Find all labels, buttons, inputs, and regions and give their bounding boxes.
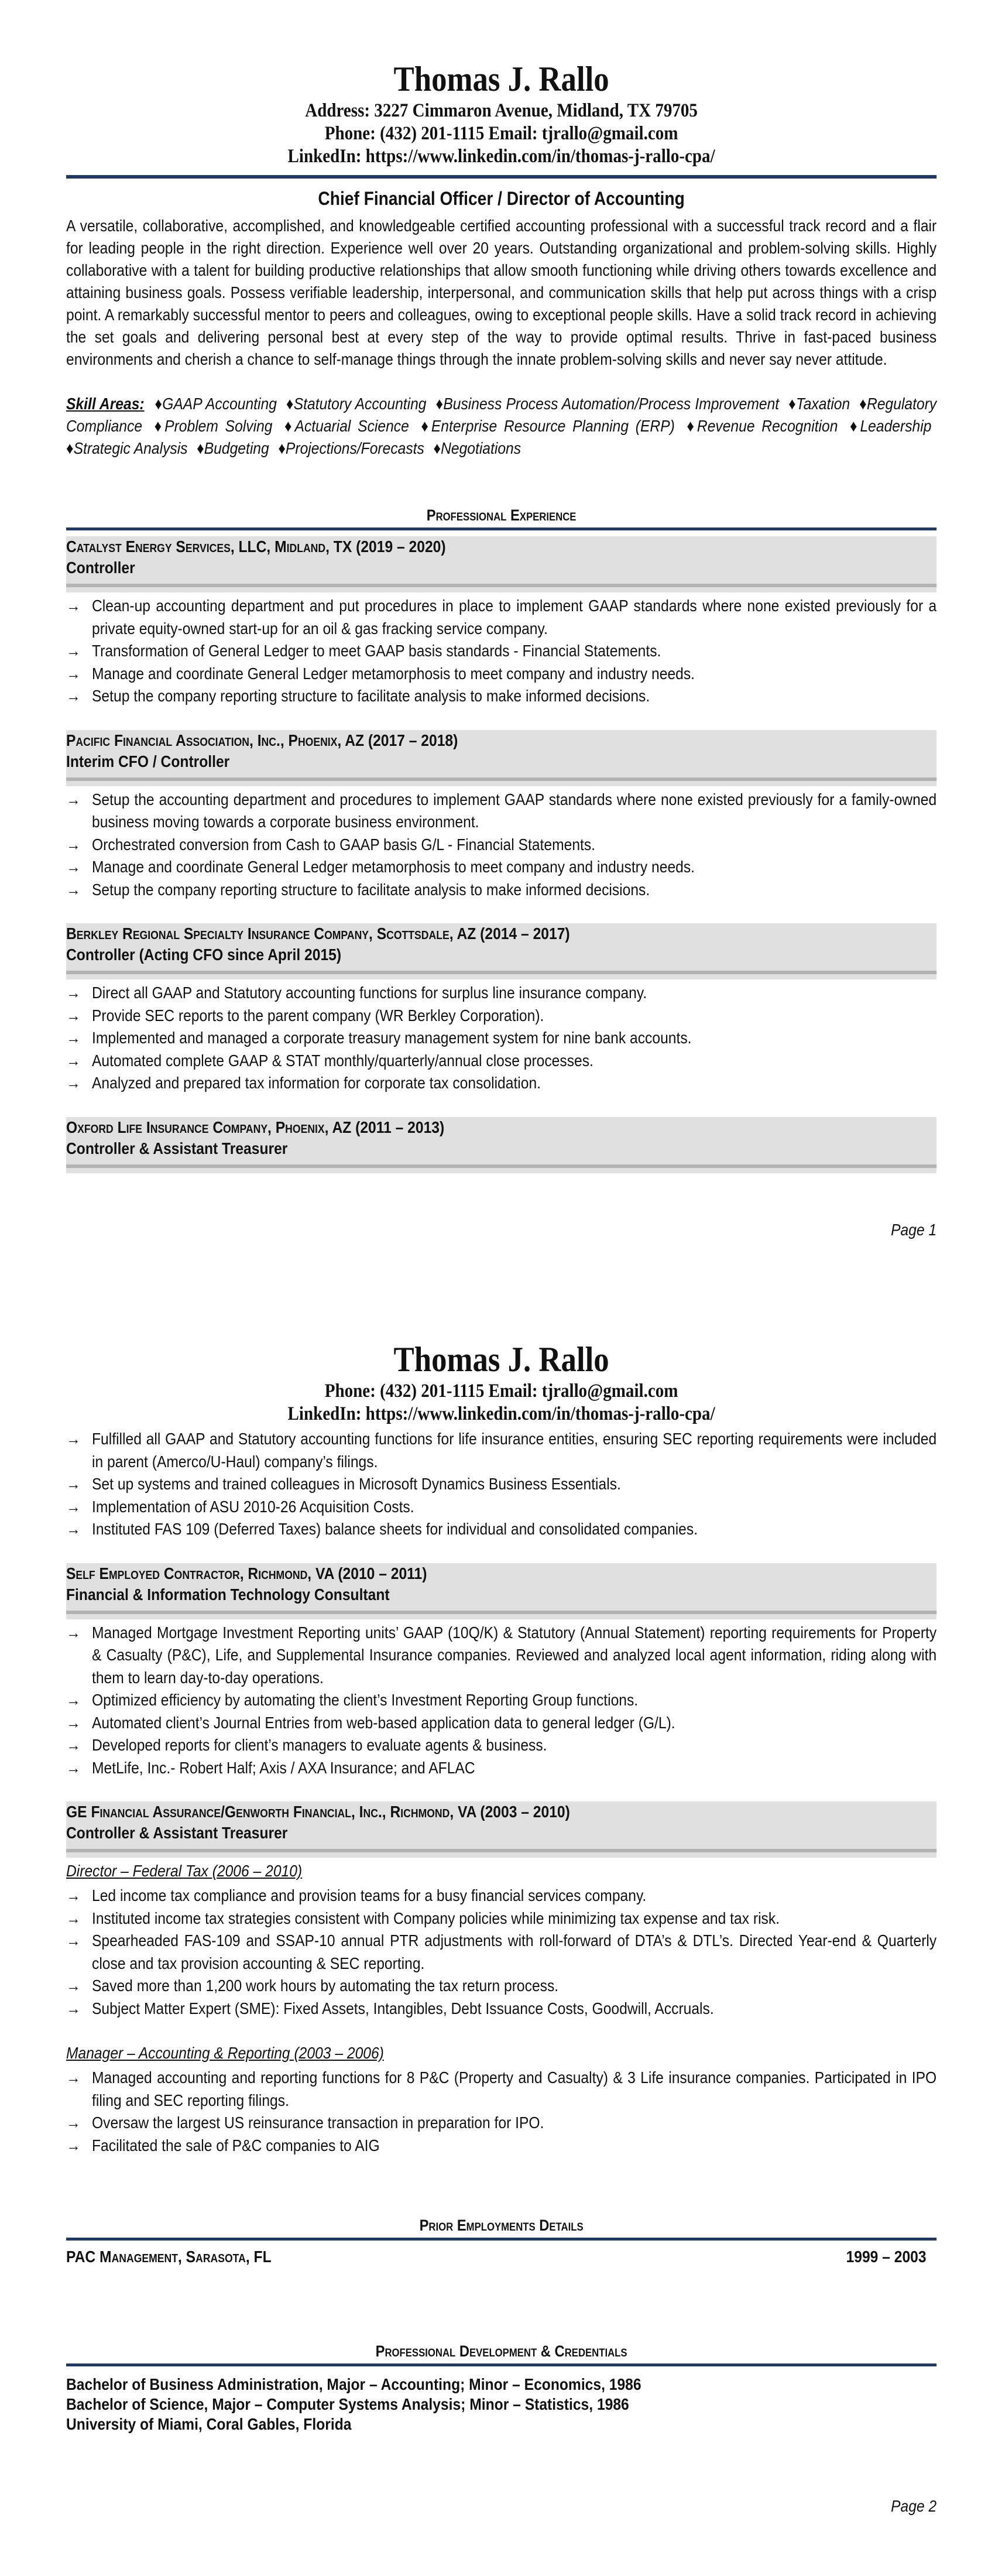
bullet-item [66,685,936,708]
arrow-icon: → [66,2068,81,2087]
section-heading-prior: Prior Employments Details [419,2217,584,2234]
resume-page-1 [66,0,936,1265]
summary-paragraph: A versatile, collaborative, accomplished, and knowledgeable certified accounting professional with a successful track record and a flair for leading people in the right direction. Experience well over 20 years. Outstanding organizational and problem-solving skills. Highly collaborative with a talent for building productive relationships that allow smooth functioning while driving others towards excellence and attaining business goals. Possess verifiable leadership, interpersonal, and communication skills that help put across things with a crisp point. A remarkably successful mentor to peers and colleagues, owing to exceptional people skills. Have a solid track record in achieving the set goals and delivering personal best at every step of the way to provide optimal results. Thrive in fast-paced business environments and cherish a chance to self-manage things through the innate problem-solving skills and never say never attitude. [66,217,937,368]
page-number: Page 1 [891,1221,937,1239]
arrow-icon: → [66,1430,81,1448]
skill-item [284,417,409,435]
diamond-bullet-icon: ♦ [66,439,74,457]
subrole-bullets [66,1885,936,2020]
job-header [66,923,936,979]
bullet-item [66,982,936,1005]
bullet-item [66,640,936,663]
bullet-text: Automated client’s Journal Entries from web-based application data to general ledger (G/L). [92,1713,675,1732]
skill-label: Leadership [860,417,932,435]
diamond-bullet-icon: ♦ [435,395,444,413]
bullet-text: Setup the company reporting structure to facilitate analysis to make informed decisions. [92,880,650,899]
diamond-bullet-icon: ♦ [155,395,163,413]
prior-company: PAC Management, Sarasota, FL [66,2248,272,2266]
arrow-icon: → [66,1758,81,1777]
arrow-icon: → [66,835,81,854]
bullet-item [66,595,936,640]
bullet-item [66,1734,936,1757]
section-heading-development: Professional Development & Credentials [375,2342,627,2360]
education-item: Bachelor of Business Administration, Major – Accounting; Minor – Economics, 1986 [66,2375,641,2393]
bullet-item [66,1712,936,1735]
arrow-icon: → [66,1931,81,1950]
arrow-icon: → [66,1736,81,1754]
skill-label: Revenue Recognition [696,417,838,435]
experience-list [66,1563,936,2157]
diamond-bullet-icon: ♦ [849,417,860,435]
page-number: Page 2 [891,2497,937,2515]
skill-label: Regulatory Compliance [66,395,937,435]
bullet-item [66,1975,936,1998]
section-divider [66,2363,936,2366]
diamond-bullet-icon: ♦ [687,417,697,435]
job-role: Controller [66,559,135,577]
bullet-text: Automated complete GAAP & STAT monthly/quarterly/annual close processes. [92,1051,593,1070]
skill-item [788,395,850,413]
diamond-bullet-icon: ♦ [278,439,286,457]
candidate-name: Thomas J. Rallo [393,60,609,98]
address: Address: 3227 Cimmaron Avenue, Midland, TX 79705 [305,100,698,121]
subrole-title: Director – Federal Tax (2006 – 2010) [66,1862,303,1880]
phone-email: Phone: (432) 201-1115 Email: tjrallo@gmail.com [324,1381,678,1402]
bullet-text: Led income tax compliance and provision teams for a busy financial services company. [92,1886,647,1904]
skill-item [687,417,838,435]
skill-label: Taxation [795,395,850,413]
bullet-text: Setup the accounting department and procedures to implement GAAP standards where none existed previously for a family-owned business moving towards a corporate business environment. [92,790,937,831]
bullet-text: Manage and coordinate General Ledger metamorphosis to meet company and industry needs. [92,858,695,876]
company-name: Berkley Regional Specialty Insurance Company, Scottsdale, AZ (2014 – 2017) [66,924,570,943]
bullet-item [66,2135,936,2157]
job-role: Financial & Information Technology Consultant [66,1585,390,1604]
skill-label: Enterprise Resource Planning (ERP) [431,417,675,435]
bullet-item [66,663,936,686]
skill-item [421,417,674,435]
arrow-icon: → [66,1999,81,2017]
bullet-item [66,1885,936,1907]
job-header-bar [66,1611,936,1614]
diamond-bullet-icon: ♦ [284,417,295,435]
bullet-text: Set up systems and trained colleagues in Microsoft Dynamics Business Essentials. [92,1475,621,1493]
bullet-item [66,834,936,857]
bullet-text: Analyzed and prepared tax information for corporate tax consolidation. [92,1074,541,1092]
bullet-text: Orchestrated conversion from Cash to GAAP basis G/L - Financial Statements. [92,835,596,854]
job-header-bar [66,971,936,974]
diamond-bullet-icon: ♦ [859,395,867,413]
arrow-icon: → [66,1497,81,1516]
linkedin-link[interactable]: LinkedIn: https://www.linkedin.com/in/thomas-j-rallo-cpa/ [287,146,715,167]
diamond-bullet-icon: ♦ [197,439,204,457]
bullet-item [66,1518,936,1541]
job-bullets [66,789,936,902]
bullet-text: Spearheaded FAS-109 and SSAP-10 annual PTR adjustments with roll-forward of DTA’s & DTL’s. Directed Year-end & Quarterly close and tax provision accounting & SEC reporting. [92,1931,937,1972]
job-bullets [66,595,936,708]
resume-page-2 [66,1280,936,2545]
skill-item [278,439,424,457]
arrow-icon: → [66,1623,81,1642]
bullet-item [66,1428,936,1473]
company-name: Catalyst Energy Services, LLC, Midland, TX (2019 – 2020) [66,537,446,556]
arrow-icon: → [66,1976,81,1995]
skill-areas-label: Skill Areas: [66,395,145,413]
arrow-icon: → [66,1713,81,1732]
bullet-text: Facilitated the sale of P&C companies to AIG [92,2136,380,2154]
skill-label: Projections/Forecasts [285,439,424,457]
header-divider [66,175,936,179]
education-item: Bachelor of Science, Major – Computer Systems Analysis; Minor – Statistics, 1986 [66,2395,629,2413]
job-header-bar [66,584,936,587]
bullet-item [66,1005,936,1027]
section-divider [66,2238,936,2241]
arrow-icon: → [66,664,81,683]
arrow-icon: → [66,642,81,660]
skill-label: Budgeting [204,439,269,457]
company-name: Pacific Financial Association, Inc., Phoenix, AZ (2017 – 2018) [66,731,458,749]
bullet-text: Subject Matter Expert (SME): Fixed Assets, Intangibles, Debt Issuance Costs, Goodwill, Accruals. [92,1999,714,2017]
skill-label: GAAP Accounting [162,395,277,413]
diamond-bullet-icon: ♦ [286,395,294,413]
job-header-bar [66,1164,936,1168]
bullet-text: Fulfilled all GAAP and Statutory accounting functions for life insurance entities, ensuring SEC reporting requirements were included in parent (Amerco/U-Haul) company’s filings. [92,1430,937,1471]
arrow-icon: → [66,1520,81,1538]
skill-item [850,417,931,435]
bullet-item [66,1050,936,1073]
experience-list [66,536,936,1173]
job-header-bar [66,1849,936,1852]
bullet-text: Setup the company reporting structure to facilitate analysis to make informed decisions. [92,687,650,705]
skill-item [197,439,269,457]
bullet-item [66,1930,936,1975]
bullet-item [66,1757,936,1780]
bullet-item [66,856,936,879]
job-header [66,1801,936,1858]
job-header [66,1117,936,1173]
arrow-icon: → [66,1051,81,1070]
arrow-icon: → [66,1886,81,1904]
bullet-text: Transformation of General Ledger to meet GAAP basis standards - Financial Statements. [92,642,661,660]
arrow-icon: → [66,1691,81,1709]
arrow-icon: → [66,597,81,615]
arrow-icon: → [66,1006,81,1025]
skill-label: Negotiations [441,439,521,457]
education-item: University of Miami, Coral Gables, Florida [66,2415,352,2433]
bullet-text: Managed accounting and reporting functions for 8 P&C (Property and Casualty) & 3 Life insurance companies. Participated in IPO filing and SEC reporting filings. [92,2068,937,2109]
bullet-item [66,879,936,902]
bullet-item [66,1027,936,1050]
bullet-item [66,1496,936,1519]
job-header [66,536,936,592]
skill-item [286,395,427,413]
skill-item [435,395,779,413]
phone-email: Phone: (432) 201-1115 Email: tjrallo@gmail.com [324,123,678,144]
bullet-text: Direct all GAAP and Statutory accounting functions for surplus line insurance company. [92,984,647,1002]
bullet-item [66,1998,936,2020]
diamond-bullet-icon: ♦ [788,395,796,413]
bullet-text: Manage and coordinate General Ledger metamorphosis to meet company and industry needs. [92,664,695,683]
arrow-icon: → [66,687,81,705]
skill-label: Strategic Analysis [73,439,188,457]
job-role: Interim CFO / Controller [66,752,230,770]
bullet-text: MetLife, Inc.- Robert Half; Axis / AXA Insurance; and AFLAC [92,1758,475,1777]
skill-item [155,417,273,435]
diamond-bullet-icon: ♦ [421,417,431,435]
continued-bullets [66,1428,936,1541]
arrow-icon: → [66,984,81,1002]
skill-label: Actuarial Science [294,417,409,435]
bullet-item [66,2067,936,2112]
arrow-icon: → [66,1029,81,1047]
professional-title: Chief Financial Officer / Director of Accounting [318,188,685,209]
job-bullets [66,1622,936,1780]
bullet-text: Instituted FAS 109 (Deferred Taxes) balance sheets for individual and consolidated companies. [92,1520,698,1538]
diamond-bullet-icon: ♦ [433,439,441,457]
arrow-icon: → [66,858,81,876]
company-name: Oxford Life Insurance Company, Phoenix, AZ (2011 – 2013) [66,1118,445,1136]
diamond-bullet-icon: ♦ [154,417,165,435]
arrow-icon: → [66,1475,81,1493]
bullet-text: Managed Mortgage Investment Reporting units’ GAAP (10Q/K) & Statutory (Annual Statement) reporting requirements for Property & Casualty (P&C), Life, and Supplemental Insurance companies. Reviewed and analyzed local agent information, riding along with them to learn day-to-day operations. [92,1623,937,1687]
subrole-title: Manager – Accounting & Reporting (2003 – 2006) [66,2044,384,2062]
company-name: Self Employed Contractor, Richmond, VA (2010 – 2011) [66,1564,427,1582]
subrole-bullets [66,2067,936,2157]
bullet-item [66,1689,936,1712]
arrow-icon: → [66,1074,81,1092]
bullet-item [66,1473,936,1496]
skill-label: Problem Solving [164,417,273,435]
bullet-text: Developed reports for client’s managers to evaluate agents & business. [92,1736,547,1754]
bullet-item [66,2112,936,2135]
skill-label: Statutory Accounting [293,395,427,413]
job-role: Controller & Assistant Treasurer [66,1824,288,1842]
job-role: Controller & Assistant Treasurer [66,1139,288,1157]
skill-item [155,395,277,413]
bullet-text: Optimized efficiency by automating the client’s Investment Reporting Group functions. [92,1691,639,1709]
candidate-name: Thomas J. Rallo [393,1340,609,1379]
arrow-icon: → [66,1909,81,1927]
arrow-icon: → [66,2113,81,2132]
bullet-text: Oversaw the largest US reinsurance transaction in preparation for IPO. [92,2113,544,2132]
job-bullets [66,982,936,1095]
bullet-item [66,1907,936,1930]
arrow-icon: → [66,790,81,809]
bullet-text: Saved more than 1,200 work hours by automating the tax return process. [92,1976,559,1995]
arrow-icon: → [66,880,81,899]
job-header [66,730,936,786]
company-name: GE Financial Assurance/Genworth Financial, Inc., Richmond, VA (2003 – 2010) [66,1803,570,1821]
skill-areas [66,393,936,460]
skill-label: Business Process Automation/Process Improvement [443,395,780,413]
job-header-bar [66,777,936,781]
bullet-text: Implemented and managed a corporate treasury management system for nine bank accounts. [92,1029,692,1047]
prior-employment-row [66,2246,936,2267]
job-role: Controller (Acting CFO since April 2015) [66,946,342,964]
bullet-item [66,789,936,834]
prior-years: 1999 – 2003 [846,2248,927,2266]
arrow-icon: → [66,2136,81,2154]
bullet-text: Instituted income tax strategies consistent with Company policies while minimizing tax expense and tax risk. [92,1909,780,1927]
bullet-text: Implementation of ASU 2010-26 Acquisition Costs. [92,1497,414,1516]
bullet-text: Clean-up accounting department and put procedures in place to implement GAAP standards where none existed previously for a private equity-owned start-up for an oil & gas fracking service company. [92,597,937,638]
linkedin-link[interactable]: LinkedIn: https://www.linkedin.com/in/thomas-j-rallo-cpa/ [287,1403,715,1424]
skill-item [66,439,188,457]
bullet-item [66,1622,936,1690]
section-divider [66,527,936,530]
bullet-text: Provide SEC reports to the parent company (WR Berkley Corporation). [92,1006,544,1025]
bullet-item [66,1072,936,1095]
section-heading-experience: Professional Experience [426,506,577,524]
job-header [66,1563,936,1619]
skill-item [433,439,521,457]
